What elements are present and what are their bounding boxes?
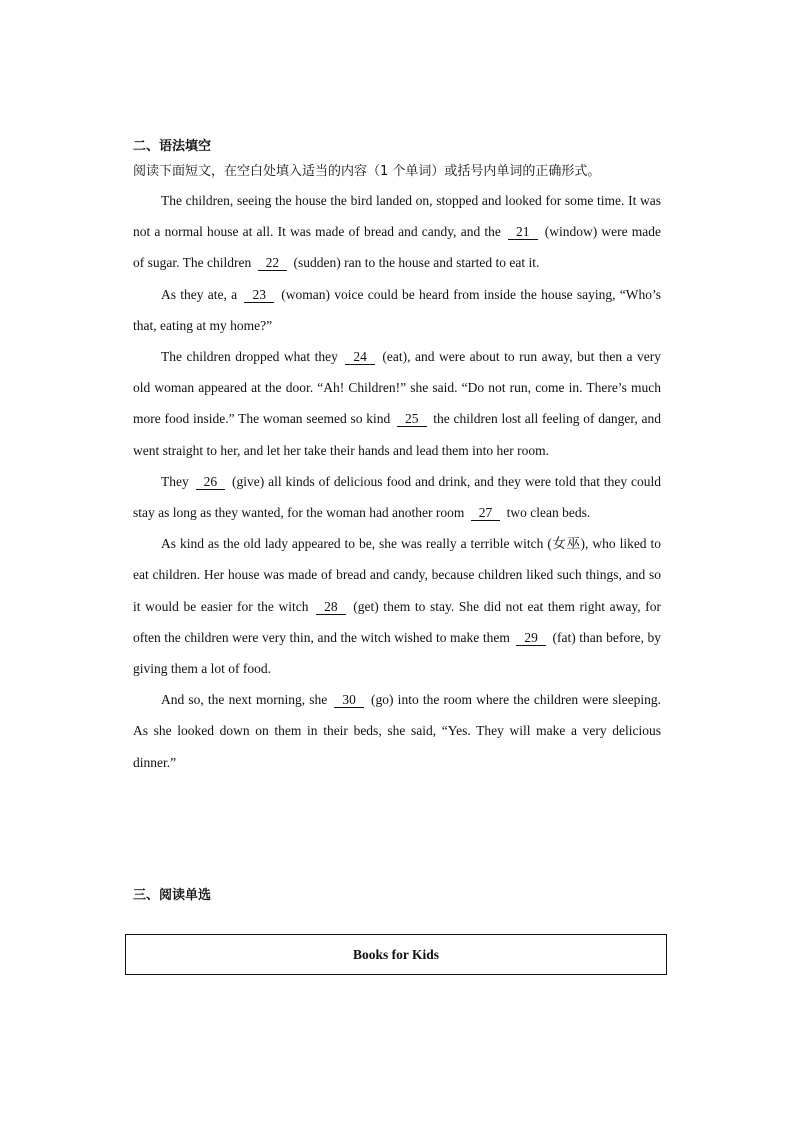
blank-30[interactable]: 30 (334, 692, 364, 708)
text: As they ate, a (161, 286, 238, 302)
text: (woman) voice could be heard from inside the house saying, “Who’s that, eating at my home?” (133, 286, 661, 333)
paragraph-6 (133, 684, 661, 778)
text: The children dropped what they (161, 349, 338, 365)
section-2-title: 二、语法填空 (133, 139, 212, 154)
text: (eat), and were about to run away, but then a very old woman appeared at the door. “Ah! Children!” she said. “Do not run, come in. There’s much more food inside.” The woman seemed so kind (133, 349, 662, 427)
blank-22[interactable]: 22 (258, 255, 288, 271)
blank-29[interactable]: 29 (516, 630, 546, 646)
blank-26[interactable]: 26 (196, 474, 226, 490)
text: (give) all kinds of delicious food and drink, and they were told that they could stay as long as they wanted, for the woman had another room (133, 473, 661, 521)
paragraph-2 (133, 279, 661, 341)
paragraph-1 (133, 185, 661, 279)
text: two clean beds. (506, 505, 591, 521)
blank-23[interactable]: 23 (244, 287, 274, 303)
text: (fat) than before, by giving them a lot of food. (133, 629, 662, 677)
blank-28[interactable]: 28 (316, 599, 346, 615)
paragraph-4 (133, 466, 661, 528)
grammar-passage (133, 185, 661, 778)
text: (go) into the room where the children were sleeping. As she looked down on them in their beds, she said, “Yes. They will make a very delicious dinner.” (133, 692, 662, 770)
blank-27[interactable]: 27 (471, 505, 501, 521)
blank-21[interactable]: 21 (508, 224, 538, 240)
text: the children lost all feeling of danger, and went straight to her, and let her take their hands and lead them into her room. (133, 411, 661, 458)
books-for-kids-box (125, 934, 667, 975)
blank-24[interactable]: 24 (345, 349, 375, 365)
text: As kind as the old lady appeared to be, she was really a terrible witch (女巫), who liked to eat children. Her house was made of bread and candy, because children liked such things, and so it would be easier for the witch (133, 536, 661, 614)
box-title: Books for Kids (352, 946, 440, 962)
text: They (161, 473, 189, 489)
text: (get) them to stay. She did not eat them right away, for often the children were very thin, and the witch wished to make them (133, 598, 661, 645)
text: (sudden) ran to the house and started to eat it. (293, 255, 540, 271)
blank-25[interactable]: 25 (397, 411, 427, 427)
paragraph-3 (133, 341, 661, 466)
section-3-title: 三、阅读单选 (133, 888, 212, 903)
text: And so, the next morning, she (161, 692, 328, 708)
section-2-instructions: 阅读下面短文，在空白处填入适当的内容（1 个单词）或括号内单词的正确形式。 (133, 164, 601, 179)
paragraph-5 (133, 528, 661, 684)
text: (window) were made of sugar. The children (133, 224, 661, 271)
text: The children, seeing the house the bird landed on, stopped and looked for some time. It was not a normal house at all. It was made of bread and candy, and the (133, 193, 661, 240)
